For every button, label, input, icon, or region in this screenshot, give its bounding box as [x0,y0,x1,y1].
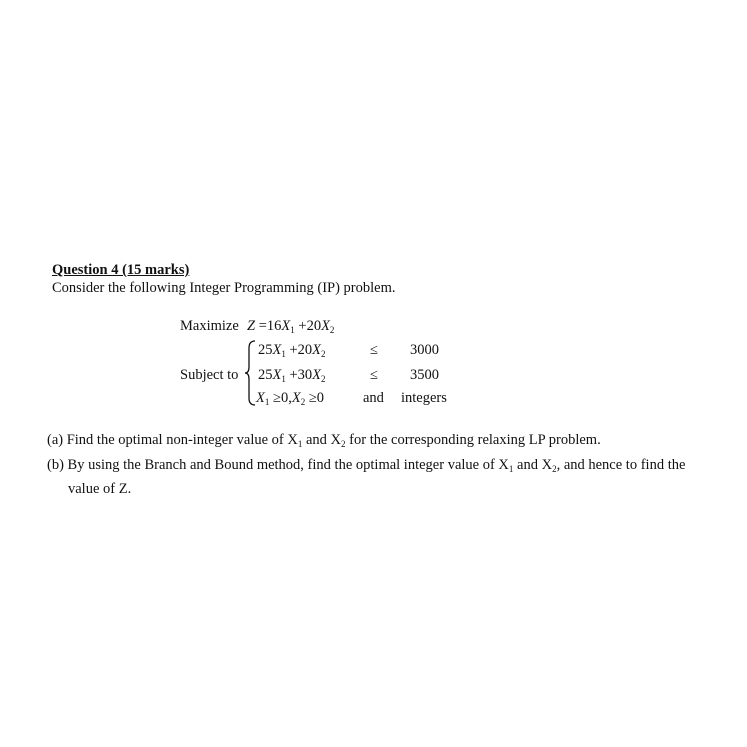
part-a [47,432,601,449]
question-intro: Consider the following Integer Programming (IP) problem. [52,280,396,296]
constraint-2-coef-1: 25 [258,367,273,383]
constraint-1-plus: + [289,342,298,358]
nonneg-and: and [363,390,384,406]
constraint-2-rhs: 3500 [410,367,439,383]
objective-eq: = [258,318,267,334]
constraint-2-relation: ≤ [370,367,378,383]
objective-sub-2: 2 [329,325,335,335]
constraint-2-var-1: X [272,367,282,383]
constraint-2-var-2: X [312,367,322,383]
constraint-1-coef-2: 20 [297,342,313,358]
nonnegativity-constraint [256,390,324,407]
constraint-1-sub-1: 1 [281,349,286,359]
objective-lhs: Z [247,318,256,334]
nonneg-integers: integers [401,390,447,406]
constraint-1-sub-2: 2 [321,349,326,359]
left-brace [244,340,256,406]
part-b-continuation: value of Z. [68,481,132,497]
part-b-suffix: , and hence to find the [556,457,686,473]
part-b [47,457,685,474]
nonneg-zero-2: 0 [316,390,325,406]
part-a-prefix: (a) Find the optimal non-integer value of X [47,432,298,448]
constraint-1-coef-1: 25 [258,342,273,358]
nonneg-ge-1: ≥ [272,390,281,406]
question-title: Question 4 (15 marks) [52,262,190,278]
part-a-sub-2: 2 [341,439,346,449]
nonneg-sub-1: 1 [264,397,270,407]
nonneg-var-1: X [256,390,265,406]
constraint-1-var-2: X [312,342,322,358]
constraint-1-rhs: 3000 [410,342,439,358]
objective-coef-2: 20 [306,318,322,334]
subject-to-label: Subject to [180,367,239,383]
part-a-sub-1: 1 [297,439,303,449]
objective-coef-1: 16 [266,318,282,334]
nonneg-sub-2: 2 [300,397,306,407]
part-a-mid: and X [302,432,342,448]
part-a-suffix: for the corresponding relaxing LP problem. [345,432,601,448]
objective-var-1: X [281,318,291,334]
constraint-2-sub-1: 1 [281,374,286,384]
constraint-2-coef-2: 30 [297,367,313,383]
objective-function [247,318,334,335]
part-b-prefix: (b) By using the Branch and Bound method, find the optimal integer value of X [47,457,509,473]
objective-var-2: X [321,318,330,334]
constraint-1 [258,342,326,359]
constraint-2-plus: + [289,367,298,383]
nonneg-zero-1: 0, [280,390,292,406]
part-b-sub-1: 1 [508,464,514,474]
nonneg-ge-2: ≥ [308,390,317,406]
constraint-1-var-1: X [272,342,282,358]
constraint-1-relation: ≤ [370,342,378,358]
part-b-sub-2: 2 [552,464,557,474]
constraint-2-sub-2: 2 [321,374,326,384]
objective-sub-1: 1 [290,325,295,335]
objective-plus: + [298,318,307,334]
nonneg-var-2: X [291,390,301,406]
part-b-mid: and X [513,457,553,473]
maximize-label: Maximize [180,318,239,334]
constraint-2 [258,367,326,384]
